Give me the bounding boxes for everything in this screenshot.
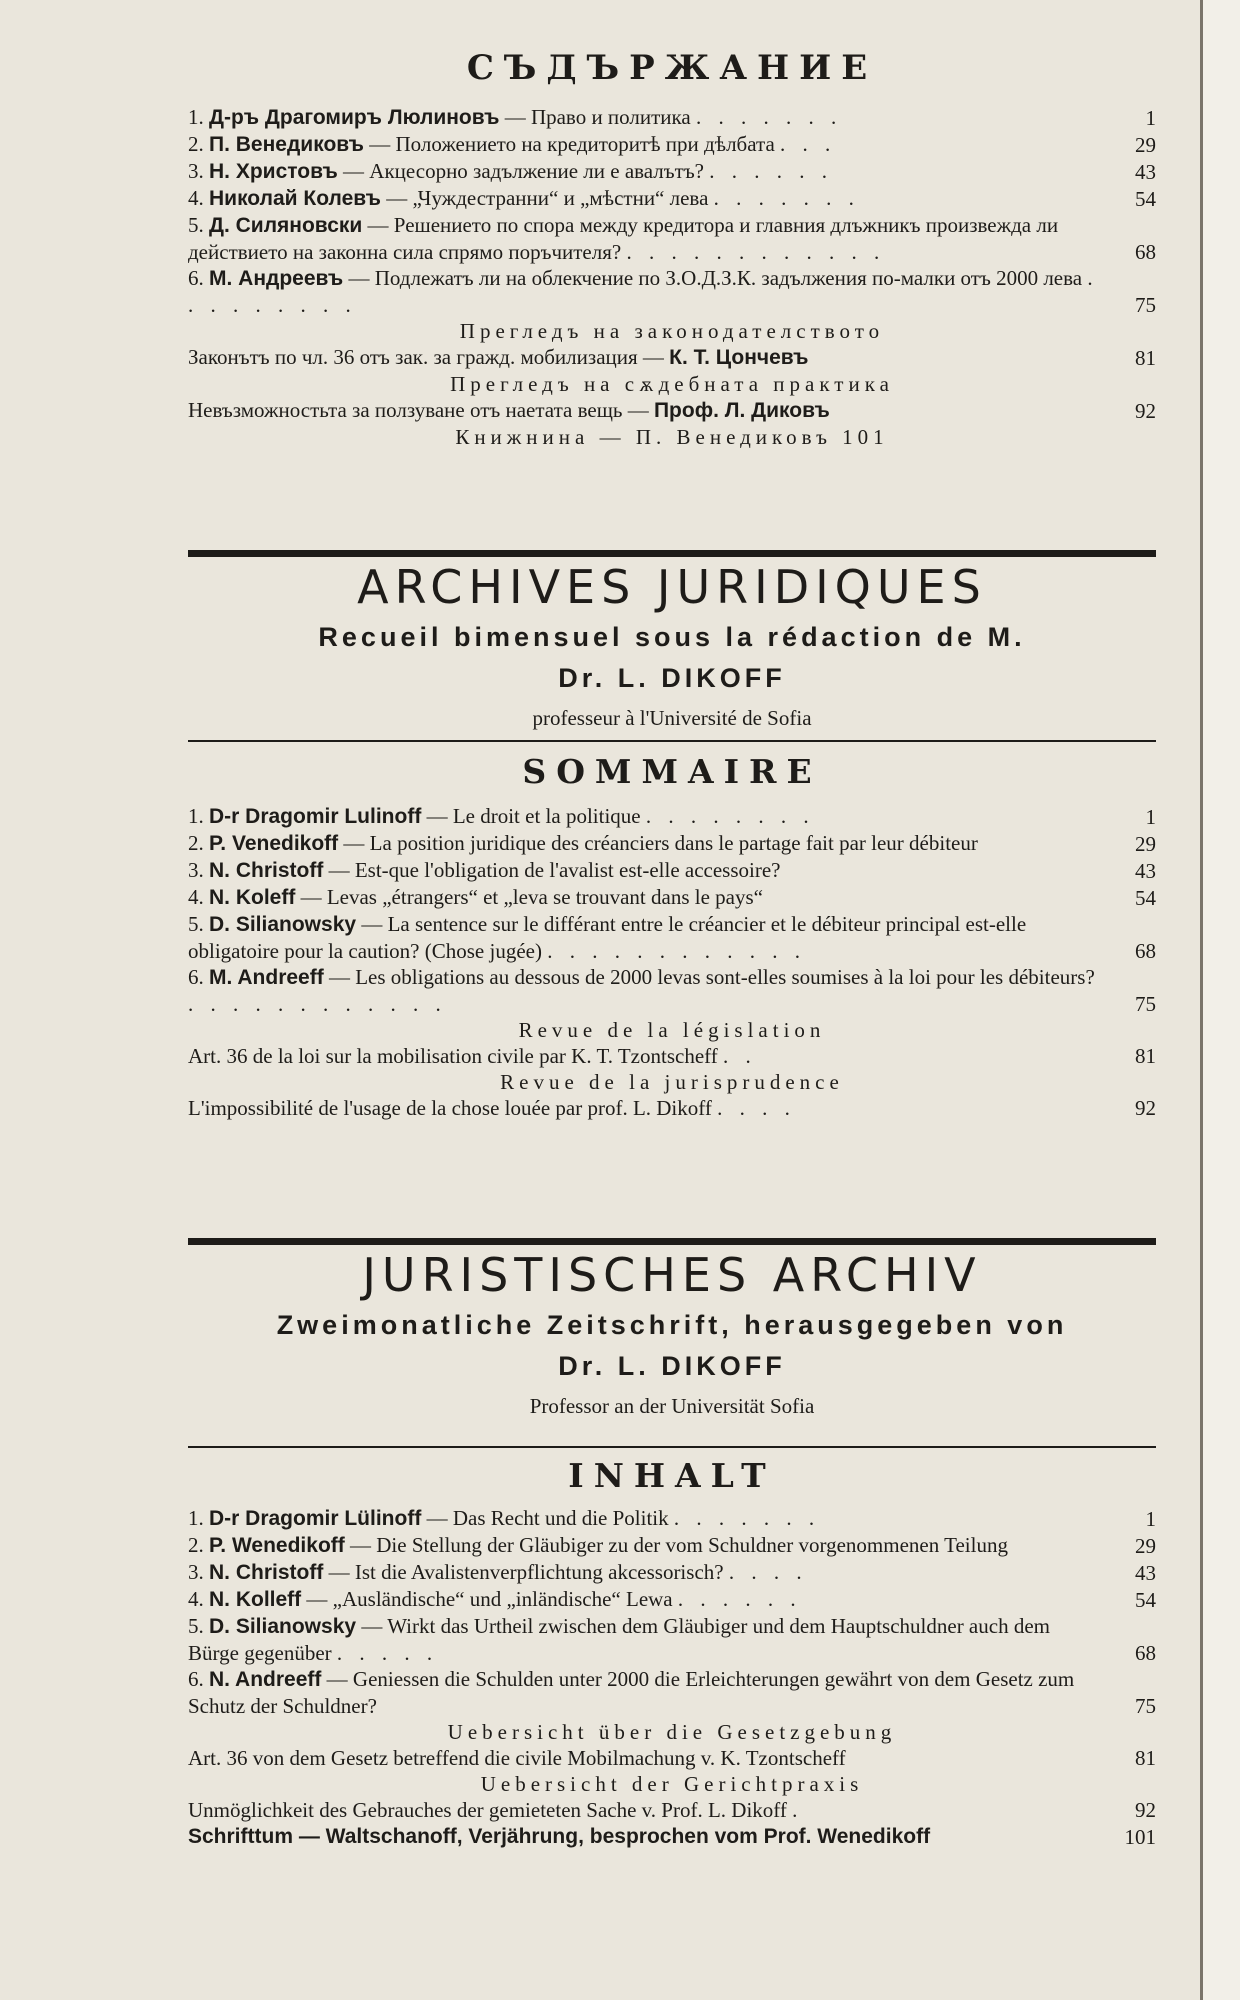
bg-practice-heading: Прегледъ на сѫдебната практика <box>450 372 894 396</box>
toc-entry: Unmöglichkeit des Gebrauches der gemieteten Sache v. Prof. L. Dikoff . 92 <box>188 1798 1156 1822</box>
page-number: 81 <box>1135 1746 1156 1770</box>
toc-entry: 6. М. Андреевъ — Подлежатъ ли на облекчение по З.О.Д.З.К. задължения по-малки отъ 2000 лева . . . . . . . . . 75 <box>188 266 1156 317</box>
fr-header <box>188 560 1156 731</box>
bg-contents-title: СЪДЪРЖАНИЕ <box>466 48 878 88</box>
de-gerichtpraxis-heading: Uebersicht der Gerichtpraxis <box>480 1772 864 1796</box>
de-gesetzgebung-heading: Uebersicht über die Gesetzgebung <box>447 1720 897 1744</box>
page-number: 54 <box>1135 1588 1156 1612</box>
toc-entry: 2. P. Venedikoff — La position juridique des créanciers dans le partage fait par leur débiteur 29 <box>188 831 1156 856</box>
toc-entry: Art. 36 de la loi sur la mobilisation civile par K. T. Tzontscheff . . 81 <box>188 1044 1156 1068</box>
fr-sommaire-title: SOMMAIRE <box>522 752 822 791</box>
page-number: 54 <box>1135 886 1156 910</box>
page-number: 81 <box>1135 346 1156 370</box>
toc-entry: 3. Н. Христовъ — Акцесорно задължение ли е авалътъ? . . . . . . 43 <box>188 159 1156 184</box>
fr-subtitle: Recueil bimensuel sous la rédaction de M. <box>318 622 1026 652</box>
fr-journal-title: ARCHIVES JURIDIQUES <box>357 560 987 614</box>
page-number: 1 <box>1145 805 1156 829</box>
page-number: 101 <box>1124 1825 1156 1849</box>
page-number: 68 <box>1135 240 1156 264</box>
thin-divider <box>188 1446 1156 1448</box>
toc-entry: Законътъ по чл. 36 отъ зак. за гражд. мобилизация — К. Т. Цончевъ 81 <box>188 345 1156 370</box>
bg-contents <box>188 48 1156 450</box>
de-journal-title: JURISTISCHES ARCHIV <box>362 1248 982 1302</box>
toc-entry: 2. P. Wenedikoff — Die Stellung der Gläubiger zu der vom Schuldner vorgenommenen Teilung 29 <box>188 1533 1156 1558</box>
page-number: 92 <box>1135 1798 1156 1822</box>
page-number: 75 <box>1135 1694 1156 1718</box>
page-number: 1 <box>1145 106 1156 130</box>
fr-jurisprudence-heading: Revue de la jurisprudence <box>500 1070 844 1094</box>
toc-entry: 3. N. Christoff — Ist die Avalistenverpflichtung akcessorisch? . . . . 43 <box>188 1560 1156 1585</box>
page-number: 68 <box>1135 939 1156 963</box>
fr-contents <box>188 752 1156 1121</box>
de-inhalt-title: INHALT <box>568 1456 776 1495</box>
fr-editor: Dr. L. DIKOFF <box>558 663 786 693</box>
toc-entry: 1. D-r Dragomir Lulinoff — Le droit et la politique . . . . . . . . 1 <box>188 804 1156 829</box>
toc-entry: 4. N. Koleff — Levas „étrangers“ et „leva se trouvant dans le pays“ 54 <box>188 885 1156 910</box>
toc-entry: 2. П. Венедиковъ — Положението на кредиторитѣ при дѣлбата . . . 29 <box>188 132 1156 157</box>
thin-divider <box>188 740 1156 742</box>
book-spine <box>1200 0 1240 2000</box>
page-number: 29 <box>1135 1534 1156 1558</box>
toc-entry: 1. D-r Dragomir Lülinoff — Das Recht und die Politik . . . . . . . 1 <box>188 1506 1156 1531</box>
toc-entry: L'impossibilité de l'usage de la chose louée par prof. L. Dikoff . . . . 92 <box>188 1096 1156 1120</box>
toc-entry: 5. D. Silianowsky — La sentence sur le différant entre le créancier et le débiteur principal est-elle obligatoire pour la caution? (Chose jugée) . . . . . . . . . . . . 68 <box>188 912 1156 963</box>
toc-entry: 4. N. Kolleff — „Ausländische“ und „inländische“ Lewa . . . . . . 54 <box>188 1587 1156 1612</box>
de-header <box>188 1248 1156 1419</box>
toc-entry: 6. M. Andreeff — Les obligations au dessous de 2000 levas sont-elles soumises à la loi pour les débiteurs? . . . . . . . . . . . . 75 <box>188 965 1156 1016</box>
page-number: 1 <box>1145 1507 1156 1531</box>
fr-entries <box>188 803 1156 1121</box>
page-number: 54 <box>1135 187 1156 211</box>
page-number: 92 <box>1135 1096 1156 1120</box>
toc-entry: 1. Д-ръ Драгомиръ Люлиновъ — Право и политика . . . . . . . 1 <box>188 105 1156 130</box>
toc-entry: 3. N. Christoff — Est-que l'obligation de l'avalist est-elle accessoire? 43 <box>188 858 1156 883</box>
fr-legislation-heading: Revue de la législation <box>518 1018 826 1042</box>
page-number: 43 <box>1135 859 1156 883</box>
de-subtitle: Zweimonatliche Zeitschrift, herausgegeben von <box>276 1310 1068 1340</box>
toc-entry: Schrifttum — Waltschanoff, Verjährung, besprochen vom Prof. Wenedikoff 101 <box>188 1825 1156 1849</box>
bg-legislation-heading: Прегледъ на законодателството <box>459 319 885 343</box>
fr-affiliation: professeur à l'Université de Sofia <box>532 706 812 730</box>
toc-entry: Art. 36 von dem Gesetz betreffend die civile Mobilmachung v. K. Tzontscheff 81 <box>188 1746 1156 1770</box>
page-number: 29 <box>1135 832 1156 856</box>
toc-entry: 5. D. Silianowsky — Wirkt das Urtheil zwischen dem Gläubiger und dem Hauptschuldner auch dem Bürge gegenüber . . . . . 68 <box>188 1614 1156 1665</box>
page-number: 29 <box>1135 133 1156 157</box>
de-affiliation: Professor an der Universität Sofia <box>529 1394 815 1418</box>
de-entries <box>188 1505 1156 1850</box>
page-number: 43 <box>1135 1561 1156 1585</box>
toc-entry: 6. N. Andreeff — Geniessen die Schulden unter 2000 die Erleichterungen gewährt von dem Gesetz zum Schutz der Schuldner? 75 <box>188 1667 1156 1718</box>
page-number: 68 <box>1135 1641 1156 1665</box>
toc-entry: Невъзможностьта за ползуване отъ наетата вещь — Проф. Л. Диковъ 92 <box>188 398 1156 423</box>
bg-books-line: Книжнина — П. Венедиковъ 101 <box>455 425 889 449</box>
page-number: 92 <box>1135 399 1156 423</box>
thick-divider <box>188 550 1156 557</box>
de-contents <box>188 1456 1156 1850</box>
toc-entry: 4. Николай Колевъ — „Чуждестранни“ и „мѣстни“ лева . . . . . . . 54 <box>188 186 1156 211</box>
page-number: 75 <box>1135 293 1156 317</box>
page-number: 43 <box>1135 160 1156 184</box>
thick-divider <box>188 1238 1156 1245</box>
de-editor: Dr. L. DIKOFF <box>558 1351 786 1381</box>
page-number: 75 <box>1135 992 1156 1016</box>
page-number: 81 <box>1135 1044 1156 1068</box>
bg-entries <box>188 104 1156 450</box>
toc-entry: 5. Д. Силяновски — Решението по спора между кредитора и главния длъжникъ произвежда ли действието на законна сила спрямо поръчителя? . . . . . . . . . . . . 68 <box>188 213 1156 264</box>
